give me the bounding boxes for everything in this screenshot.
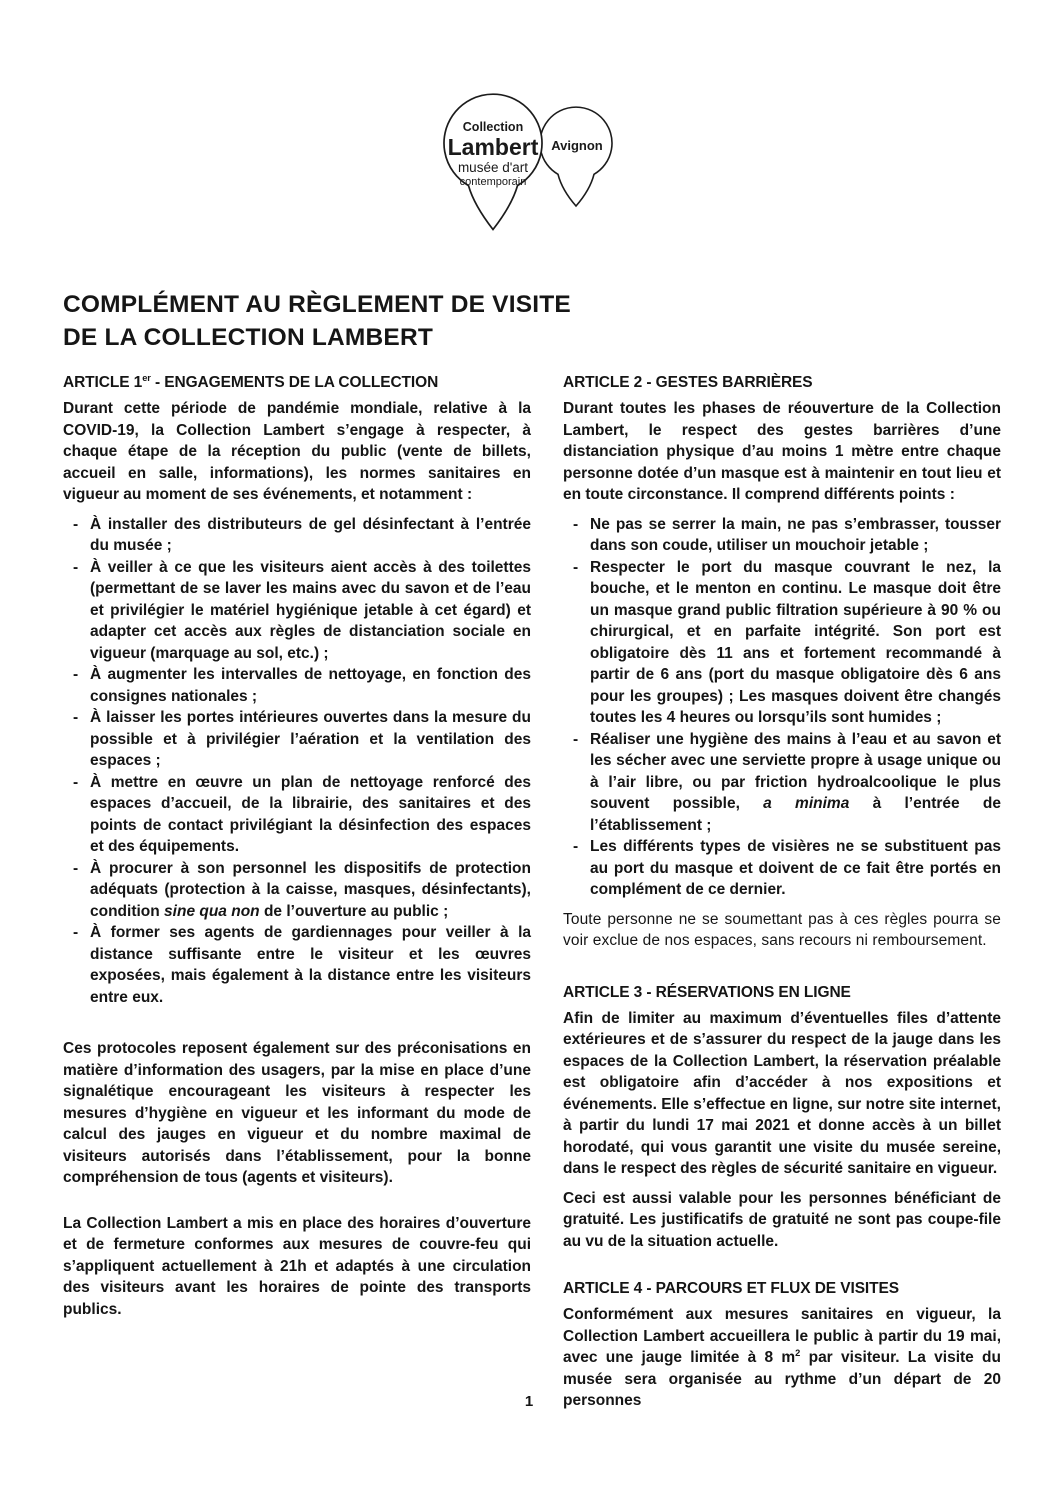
bullet-text-italic: sine qua non <box>164 902 260 920</box>
logo-text-lambert: Lambert <box>447 134 539 160</box>
bullet-text: À mettre en œuvre un plan de nettoyage renforcé des espaces d’accueil, de la librairie, des sanitaires et des points de contact privilégiant la désinfection des espaces et des équipements. <box>90 773 531 855</box>
balloon-avignon-icon <box>540 107 612 206</box>
article1-paragraph-protocols: Ces protocoles reposent également sur des préconisations en matière d’information des usagers, par la mise en place d’une signalétique encourageant les visiteurs à respecter les mesures d’hygiène en vigueur et les informant du mode de calcul des jauges en vigueur et du nombre maximal de visiteurs autorisés dans l’établissement, pour la bonne compréhension de tous (agents et visiteurs). <box>63 1040 531 1186</box>
page-number: 1 <box>524 1393 534 1410</box>
bullet-dash: - <box>573 558 579 576</box>
list-item <box>63 514 531 557</box>
bullet-text: À augmenter les intervalles de nettoyage, en fonction des consignes nationales ; <box>90 666 531 705</box>
left-column <box>63 372 531 1328</box>
bullet-text: À installer des distributeurs de gel désinfectant à l’entrée du musée ; <box>90 515 531 554</box>
article4-paragraph-post: par visiteur. La visite du musée sera organisée au rythme d’un départ de 20 personnes <box>563 1349 1001 1409</box>
bullet-dash: - <box>73 924 79 941</box>
list-item <box>63 772 531 858</box>
logo-balloons-icon <box>438 92 620 238</box>
bullet-dash: - <box>73 709 79 726</box>
list-item <box>563 557 1001 729</box>
bullet-dash: - <box>573 515 579 533</box>
bullet-text-pre: Réaliser une hygiène des mains à l’eau et au savon et les sécher avec une serviette propre à usage unique ou à l’air libre, ou par friction hydroalcoolique le plus souvent possible, <box>590 730 1001 812</box>
right-column <box>563 372 1001 1420</box>
list-item <box>63 557 531 665</box>
article2-heading: ARTICLE 2 - GESTES BARRIÈRES <box>563 374 813 391</box>
article4-heading: ARTICLE 4 - PARCOURS ET FLUX DE VISITES <box>563 1280 899 1297</box>
list-item <box>63 922 531 1008</box>
document-title-line2: DE LA COLLECTION LAMBERT <box>63 324 434 351</box>
list-item <box>563 729 1001 837</box>
article4-paragraph-pre: Conformément aux mesures sanitaires en vigueur, la Collection Lambert accueillera le public à partir du 19 mai, avec une jauge limitée à 8 m <box>563 1306 1001 1366</box>
article2-intro: Durant toutes les phases de réouverture de la Collection Lambert, le respect des gestes barrières d’une distanciation physique d’au moins 1 mètre entre chaque personne dotée d’un masque est à maintenir en tout lieu et en toute circonstance. Il comprend différents points : <box>563 400 1001 503</box>
bullet-text: À laisser les portes intérieures ouvertes dans la mesure du possible et à privilégier l’aération et la ventilation des espaces ; <box>90 709 531 769</box>
article1-heading-sup: er <box>142 372 151 383</box>
article1-bullet-list <box>63 514 531 1009</box>
bullet-dash: - <box>73 859 79 877</box>
article3-paragraph-reservation: Afin de limiter au maximum d’éventuelles files d’attente extérieures et de s’assurer du respect de la jauge dans les espaces de la Collection Lambert, la réservation préalable est obligatoire afin d’accéder à nos expositions et événements. Elle s’effectue en ligne, sur notre site internet, à partir du lundi 17 mai 2021 et donne accès à un billet horodaté, qui vous garantit une visite du musée sereine, dans le respect des règles de sécurité sanitaire en vigueur. <box>563 1009 1001 1177</box>
bullet-text-post: de l’ouverture au public ; <box>259 902 449 920</box>
bullet-dash: - <box>73 515 79 533</box>
list-item <box>563 836 1001 901</box>
list-item <box>563 514 1001 557</box>
collection-lambert-logo <box>438 92 620 238</box>
bullet-text: Ne pas se serrer la main, ne pas s’embrasser, tousser dans son coude, utiliser un mouchoir jetable ; <box>590 515 1001 554</box>
article4-paragraph-sup: 2 <box>795 1347 801 1358</box>
article3-paragraph-gratuite: Ceci est aussi valable pour les personnes bénéficiant de gratuité. Les justificatifs de gratuité ne sont pas coupe-file au vu de la situation actuelle. <box>563 1189 1001 1250</box>
bullet-text-pre: À procurer à son personnel les dispositifs de protection adéquats (protection à la caisse, masques, désinfectants), condition <box>90 859 531 920</box>
document-title-line1: COMPLÉMENT AU RÈGLEMENT DE VISITE <box>63 291 571 318</box>
list-item <box>63 707 531 772</box>
bullet-dash: - <box>73 773 79 791</box>
logo-text-avignon: Avignon <box>551 138 603 153</box>
logo-text-collection: Collection <box>462 120 524 134</box>
bullet-text: À veiller à ce que les visiteurs aient accès à des toilettes (permettant de se laver les mains avec du savon et de l’eau et privilégier le matériel hygiénique jetable à cet égard) et adapter cet accès aux règles de distanciation sociale en vigueur (marquage au sol, etc.) ; <box>90 558 531 662</box>
article1-heading <box>63 372 531 393</box>
article1-intro: Durant cette période de pandémie mondiale, relative à la COVID-19, la Collection Lambert s’engage à respecter, à chaque étape de la réception du public (vente de billets, accueil en salle, informations), les normes sanitaires en vigueur au moment de ses événements, et notamment : <box>63 400 531 503</box>
bullet-dash: - <box>573 838 579 855</box>
article2-bullet-list <box>563 514 1001 901</box>
bullet-text: Respecter le port du masque couvrant le nez, la bouche, et le menton en continu. Le masque doit être un masque grand public filtration supérieure à 90 % ou chirurgical, et en parfaite intégrité. Son port est obligatoire dès 11 ans et fortement recommandé à partir de 6 ans (port du masque obligatoire dès 6 ans pour les groupes) ; Les masques doivent être changés toutes les 4 heures ou lorsqu’ils sont humides ; <box>590 558 1001 726</box>
article1-heading-pre: ARTICLE 1 <box>63 374 143 391</box>
bullet-text-post: à l’entrée de l’établissement ; <box>590 795 1001 834</box>
list-item <box>63 858 531 923</box>
logo-text-musee: musée d'art <box>457 160 529 175</box>
bullet-text: À former ses agents de gardiennages pour veiller à la distance suffisante entre le visiteur et les œuvres exposées, mais également à la distance entre les visiteurs entre eux. <box>90 924 531 1006</box>
bullet-dash: - <box>73 558 79 576</box>
document-title <box>63 288 623 354</box>
bullet-dash: - <box>573 730 579 748</box>
article3-heading: ARTICLE 3 - RÉSERVATIONS EN LIGNE <box>563 983 851 1001</box>
bullet-text: Les différents types de visières ne se substituent pas au port du masque et doivent de ce fait être portés en complément de ce dernier. <box>590 838 1001 898</box>
list-item <box>63 664 531 707</box>
article1-paragraph-hours: La Collection Lambert a mis en place des horaires d’ouverture et de fermeture conformes aux mesures de couvre-feu qui s’appliquent actuellement à 21h et adaptés à une circulation des visiteurs avant les horaires de pointe des transports publics. <box>63 1214 531 1318</box>
bullet-dash: - <box>73 666 79 683</box>
article2-exclusion-note: Toute personne ne se soumettant pas à ces règles pourra se voir exclue de nos espaces, sans recours ni remboursement. <box>563 910 1001 949</box>
logo-text-contemporain: contemporain <box>459 176 527 188</box>
bullet-text-italic: a minima <box>763 795 850 812</box>
article1-heading-post: - ENGAGEMENTS DE LA COLLECTION <box>150 374 439 391</box>
